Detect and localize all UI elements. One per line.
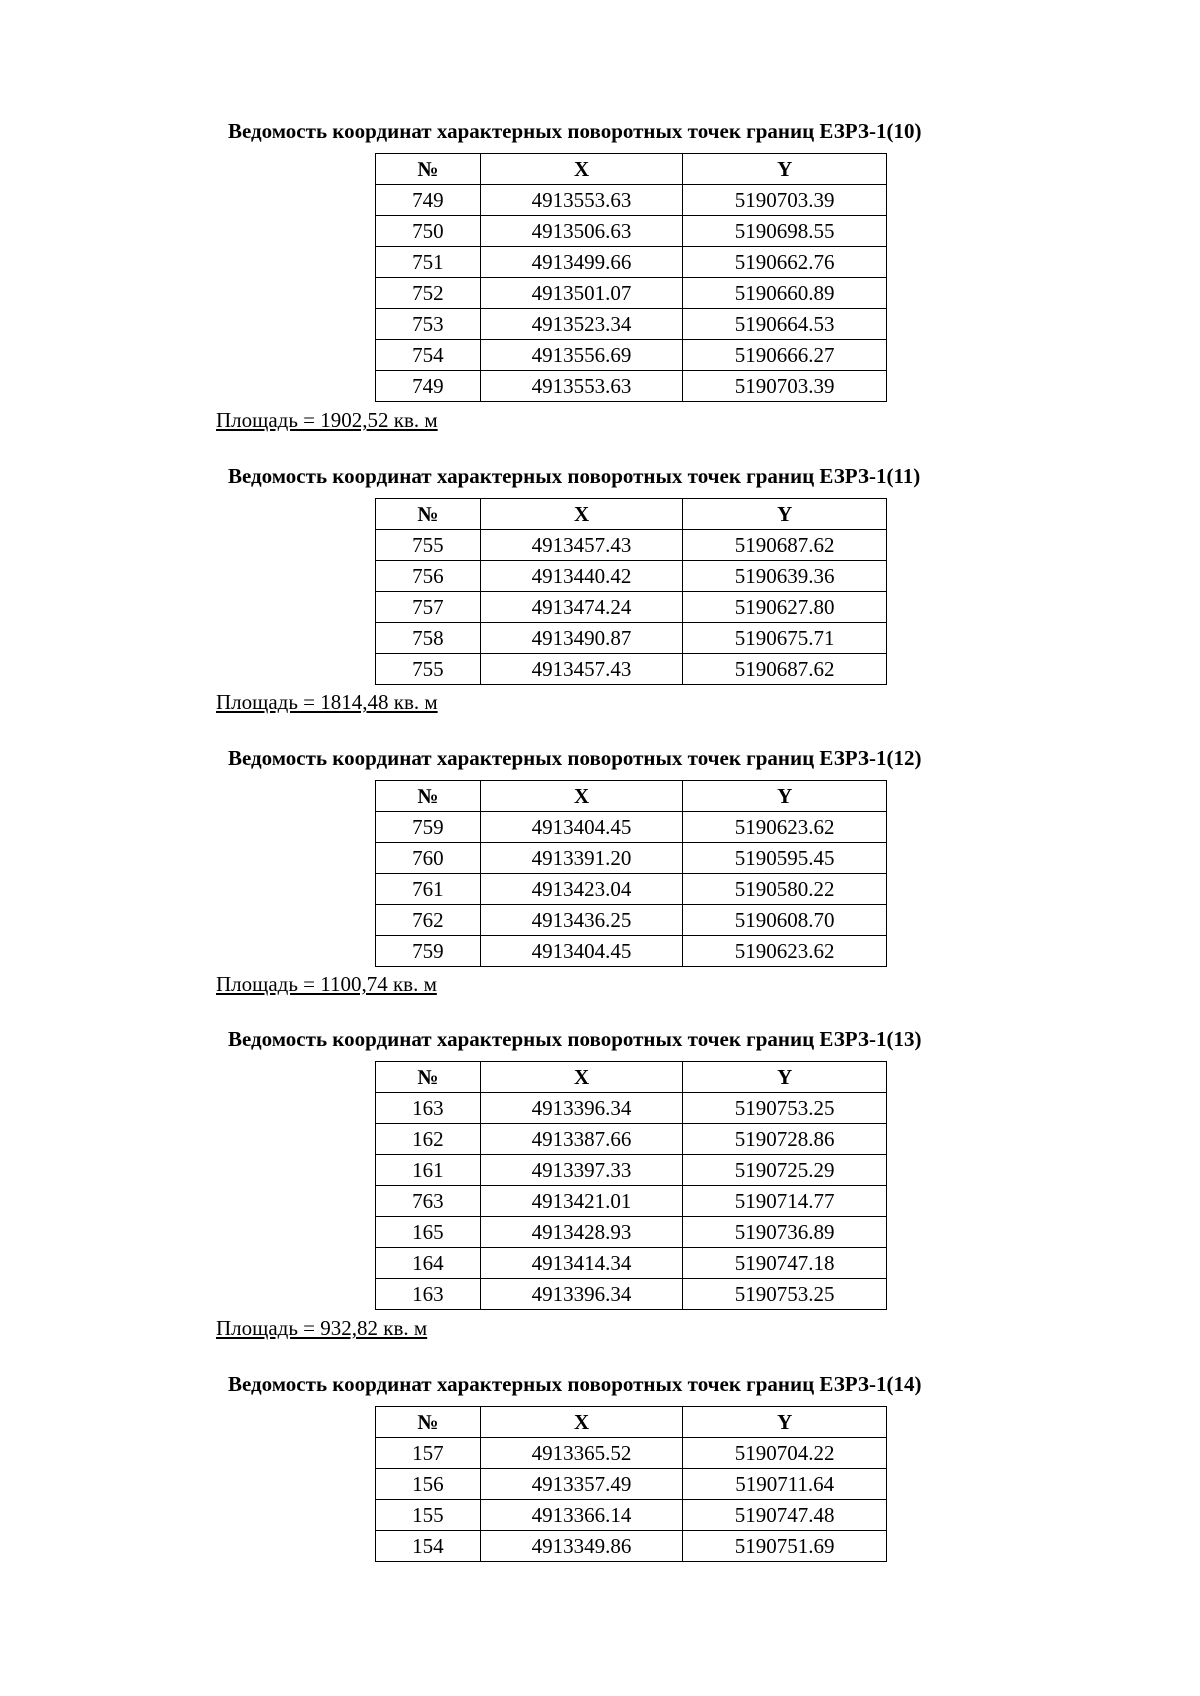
point-number-cell: 155 — [376, 1500, 481, 1531]
column-header-y: Y — [683, 154, 887, 185]
coordinates-table — [375, 1406, 887, 1562]
table-row — [376, 1500, 887, 1531]
area-summary: Площадь = 1100,74 кв. м — [216, 972, 437, 996]
point-number-cell: 157 — [376, 1438, 481, 1469]
column-header-x: X — [480, 781, 683, 812]
x-coordinate-cell: 4913397.33 — [480, 1155, 683, 1186]
table-row — [376, 905, 887, 936]
table-row — [376, 309, 887, 340]
point-number-cell: 758 — [376, 623, 481, 654]
y-coordinate-cell: 5190580.22 — [683, 874, 887, 905]
table-row — [376, 278, 887, 309]
table-row — [376, 654, 887, 685]
x-coordinate-cell: 4913553.63 — [480, 371, 683, 402]
x-coordinate-cell: 4913366.14 — [480, 1500, 683, 1531]
table-row — [376, 340, 887, 371]
x-coordinate-cell: 4913421.01 — [480, 1186, 683, 1217]
y-coordinate-cell: 5190703.39 — [683, 185, 887, 216]
table-row — [376, 1248, 887, 1279]
table-row — [376, 1438, 887, 1469]
x-coordinate-cell: 4913349.86 — [480, 1531, 683, 1562]
y-coordinate-cell: 5190728.86 — [683, 1124, 887, 1155]
x-coordinate-cell: 4913404.45 — [480, 812, 683, 843]
table-row — [376, 1531, 887, 1562]
column-header-number: № — [376, 1062, 481, 1093]
x-coordinate-cell: 4913474.24 — [480, 592, 683, 623]
x-coordinate-cell: 4913457.43 — [480, 530, 683, 561]
point-number-cell: 755 — [376, 654, 481, 685]
point-number-cell: 755 — [376, 530, 481, 561]
table-header-row — [376, 154, 887, 185]
point-number-cell: 156 — [376, 1469, 481, 1500]
y-coordinate-cell: 5190704.22 — [683, 1438, 887, 1469]
x-coordinate-cell: 4913396.34 — [480, 1093, 683, 1124]
y-coordinate-cell: 5190608.70 — [683, 905, 887, 936]
column-header-x: X — [480, 154, 683, 185]
point-number-cell: 154 — [376, 1531, 481, 1562]
column-header-x: X — [480, 1062, 683, 1093]
point-number-cell: 164 — [376, 1248, 481, 1279]
y-coordinate-cell: 5190703.39 — [683, 371, 887, 402]
column-header-y: Y — [683, 1407, 887, 1438]
coordinates-table — [375, 1061, 887, 1310]
coordinates-table — [375, 498, 887, 685]
section-title: Ведомость координат характерных поворотных точек границ ЕЗРЗ-1(14) — [228, 1372, 922, 1396]
x-coordinate-cell: 4913357.49 — [480, 1469, 683, 1500]
y-coordinate-cell: 5190687.62 — [683, 530, 887, 561]
table-row — [376, 371, 887, 402]
section-title: Ведомость координат характерных поворотных точек границ ЕЗРЗ-1(13) — [228, 1027, 922, 1051]
point-number-cell: 761 — [376, 874, 481, 905]
x-coordinate-cell: 4913501.07 — [480, 278, 683, 309]
point-number-cell: 763 — [376, 1186, 481, 1217]
column-header-number: № — [376, 154, 481, 185]
x-coordinate-cell: 4913506.63 — [480, 216, 683, 247]
column-header-number: № — [376, 781, 481, 812]
table-row — [376, 843, 887, 874]
point-number-cell: 759 — [376, 936, 481, 967]
area-summary: Площадь = 1814,48 кв. м — [216, 690, 438, 714]
x-coordinate-cell: 4913423.04 — [480, 874, 683, 905]
point-number-cell: 752 — [376, 278, 481, 309]
column-header-number: № — [376, 1407, 481, 1438]
y-coordinate-cell: 5190711.64 — [683, 1469, 887, 1500]
table-row — [376, 874, 887, 905]
table-row — [376, 1155, 887, 1186]
table-row — [376, 1124, 887, 1155]
y-coordinate-cell: 5190664.53 — [683, 309, 887, 340]
table-row — [376, 216, 887, 247]
column-header-x: X — [480, 1407, 683, 1438]
y-coordinate-cell: 5190675.71 — [683, 623, 887, 654]
section-title: Ведомость координат характерных поворотных точек границ ЕЗРЗ-1(12) — [228, 746, 922, 770]
x-coordinate-cell: 4913391.20 — [480, 843, 683, 874]
x-coordinate-cell: 4913499.66 — [480, 247, 683, 278]
point-number-cell: 165 — [376, 1217, 481, 1248]
point-number-cell: 760 — [376, 843, 481, 874]
x-coordinate-cell: 4913404.45 — [480, 936, 683, 967]
column-header-y: Y — [683, 781, 887, 812]
area-summary: Площадь = 932,82 кв. м — [216, 1316, 428, 1340]
point-number-cell: 161 — [376, 1155, 481, 1186]
table-row — [376, 936, 887, 967]
column-header-y: Y — [683, 499, 887, 530]
point-number-cell: 754 — [376, 340, 481, 371]
y-coordinate-cell: 5190747.18 — [683, 1248, 887, 1279]
point-number-cell: 749 — [376, 185, 481, 216]
table-header-row — [376, 499, 887, 530]
x-coordinate-cell: 4913553.63 — [480, 185, 683, 216]
table-header-row — [376, 781, 887, 812]
table-row — [376, 530, 887, 561]
area-summary: Площадь = 1902,52 кв. м — [216, 408, 438, 432]
point-number-cell: 162 — [376, 1124, 481, 1155]
point-number-cell: 756 — [376, 561, 481, 592]
table-header-row — [376, 1062, 887, 1093]
table-header-row — [376, 1407, 887, 1438]
point-number-cell: 163 — [376, 1279, 481, 1310]
coordinates-table — [375, 153, 887, 402]
section-title: Ведомость координат характерных поворотных точек границ ЕЗРЗ-1(10) — [228, 119, 922, 143]
column-header-x: X — [480, 499, 683, 530]
y-coordinate-cell: 5190660.89 — [683, 278, 887, 309]
point-number-cell: 759 — [376, 812, 481, 843]
table-row — [376, 1469, 887, 1500]
table-row — [376, 1186, 887, 1217]
x-coordinate-cell: 4913396.34 — [480, 1279, 683, 1310]
y-coordinate-cell: 5190753.25 — [683, 1279, 887, 1310]
x-coordinate-cell: 4913436.25 — [480, 905, 683, 936]
x-coordinate-cell: 4913428.93 — [480, 1217, 683, 1248]
table-row — [376, 561, 887, 592]
y-coordinate-cell: 5190595.45 — [683, 843, 887, 874]
y-coordinate-cell: 5190725.29 — [683, 1155, 887, 1186]
y-coordinate-cell: 5190687.62 — [683, 654, 887, 685]
table-row — [376, 247, 887, 278]
x-coordinate-cell: 4913523.34 — [480, 309, 683, 340]
x-coordinate-cell: 4913457.43 — [480, 654, 683, 685]
x-coordinate-cell: 4913490.87 — [480, 623, 683, 654]
table-row — [376, 592, 887, 623]
table-row — [376, 185, 887, 216]
point-number-cell: 163 — [376, 1093, 481, 1124]
y-coordinate-cell: 5190662.76 — [683, 247, 887, 278]
column-header-y: Y — [683, 1062, 887, 1093]
y-coordinate-cell: 5190714.77 — [683, 1186, 887, 1217]
point-number-cell: 753 — [376, 309, 481, 340]
y-coordinate-cell: 5190627.80 — [683, 592, 887, 623]
section-title: Ведомость координат характерных поворотных точек границ ЕЗРЗ-1(11) — [228, 464, 921, 488]
table-row — [376, 1279, 887, 1310]
y-coordinate-cell: 5190639.36 — [683, 561, 887, 592]
point-number-cell: 757 — [376, 592, 481, 623]
x-coordinate-cell: 4913556.69 — [480, 340, 683, 371]
y-coordinate-cell: 5190753.25 — [683, 1093, 887, 1124]
table-row — [376, 623, 887, 654]
y-coordinate-cell: 5190751.69 — [683, 1531, 887, 1562]
table-row — [376, 1093, 887, 1124]
table-row — [376, 812, 887, 843]
point-number-cell: 749 — [376, 371, 481, 402]
y-coordinate-cell: 5190698.55 — [683, 216, 887, 247]
point-number-cell: 762 — [376, 905, 481, 936]
point-number-cell: 751 — [376, 247, 481, 278]
x-coordinate-cell: 4913365.52 — [480, 1438, 683, 1469]
x-coordinate-cell: 4913440.42 — [480, 561, 683, 592]
y-coordinate-cell: 5190623.62 — [683, 812, 887, 843]
coordinates-table — [375, 780, 887, 967]
y-coordinate-cell: 5190747.48 — [683, 1500, 887, 1531]
x-coordinate-cell: 4913387.66 — [480, 1124, 683, 1155]
x-coordinate-cell: 4913414.34 — [480, 1248, 683, 1279]
point-number-cell: 750 — [376, 216, 481, 247]
y-coordinate-cell: 5190623.62 — [683, 936, 887, 967]
table-row — [376, 1217, 887, 1248]
column-header-number: № — [376, 499, 481, 530]
y-coordinate-cell: 5190666.27 — [683, 340, 887, 371]
y-coordinate-cell: 5190736.89 — [683, 1217, 887, 1248]
